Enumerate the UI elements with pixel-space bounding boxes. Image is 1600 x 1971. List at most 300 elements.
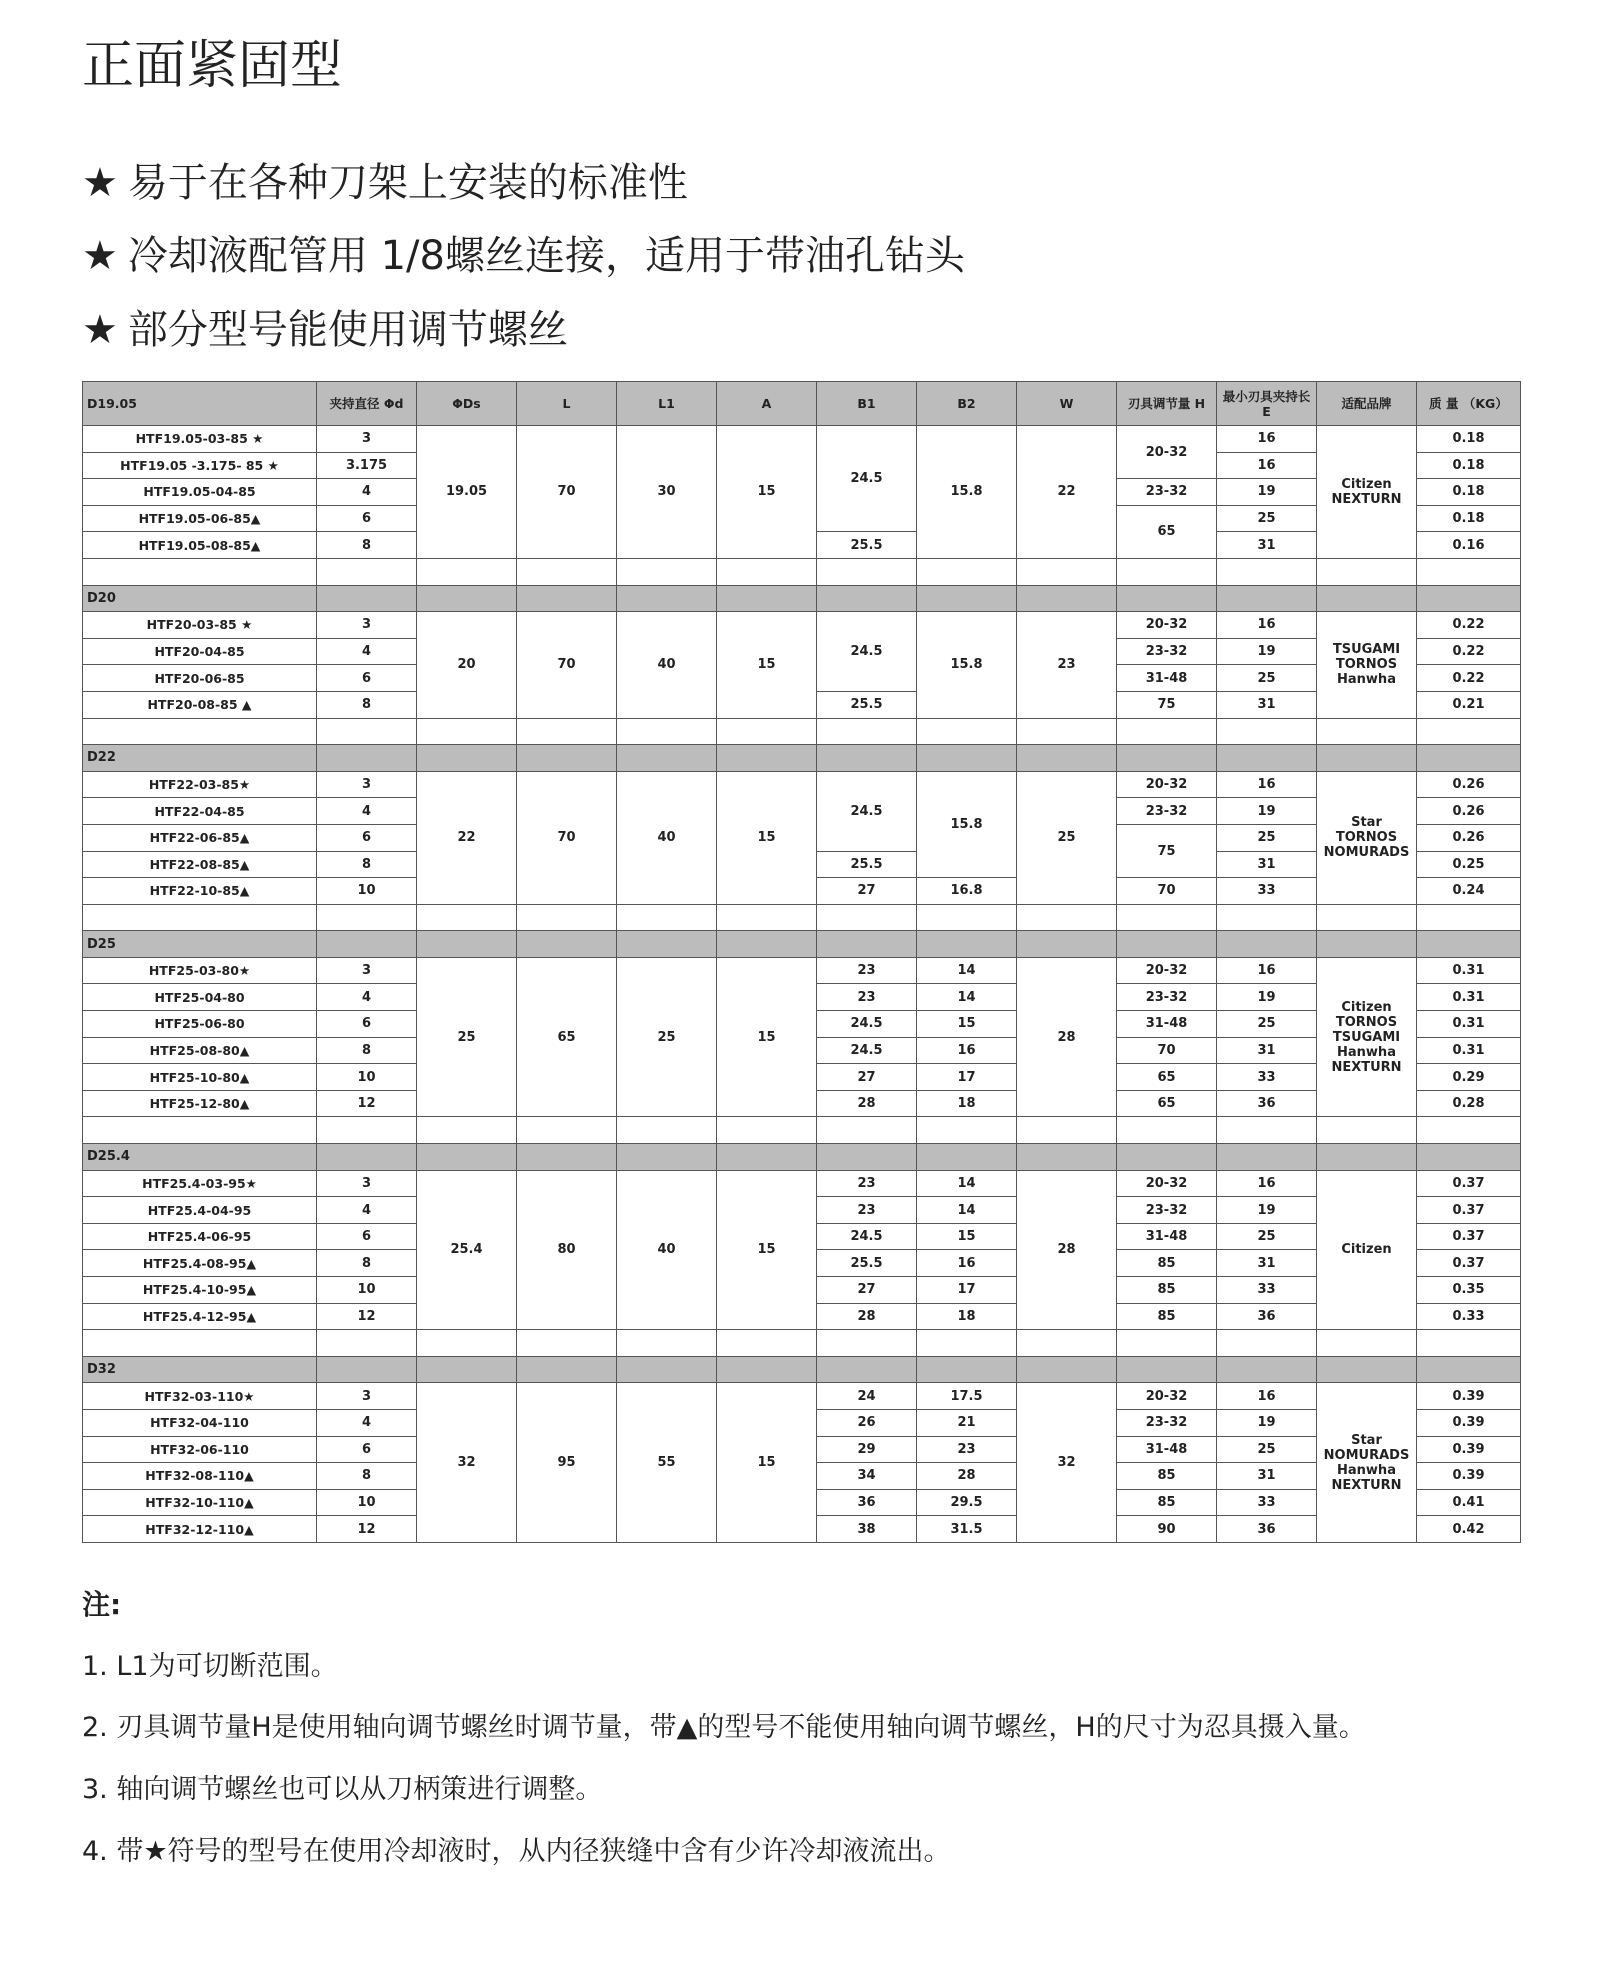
diameter-cell: 3 <box>317 426 417 453</box>
diameter-cell: 4 <box>317 638 417 665</box>
diameter-cell: 8 <box>317 691 417 718</box>
section-header-cell <box>617 745 717 772</box>
spacer-cell <box>1417 718 1521 745</box>
spacer-cell <box>417 718 517 745</box>
h-cell: 70 <box>1117 1037 1217 1064</box>
section-header-cell <box>1117 931 1217 958</box>
section-header-cell <box>1417 1144 1521 1171</box>
note-1: 1. L1为可切断范围。 <box>82 1651 338 1682</box>
spacer-row <box>83 558 1521 585</box>
h-cell: 85 <box>1117 1303 1217 1330</box>
spacer-cell <box>1317 558 1417 585</box>
weight-cell: 0.28 <box>1417 1090 1521 1117</box>
b1-cell: 38 <box>817 1516 917 1543</box>
model-cell: HTF19.05-08-85▲ <box>83 532 317 559</box>
weight-cell: 0.24 <box>1417 878 1521 905</box>
spacer-cell <box>717 904 817 931</box>
section-header-cell <box>917 585 1017 612</box>
b2-cell: 14 <box>917 984 1017 1011</box>
e-cell: 16 <box>1217 1170 1317 1197</box>
star-icon: ★ <box>82 233 118 279</box>
b2-cell: 23 <box>917 1436 1017 1463</box>
column-header: D19.05 <box>83 382 317 426</box>
section-name: D25.4 <box>83 1144 317 1171</box>
diameter-cell: 6 <box>317 1011 417 1038</box>
a-cell: 15 <box>717 426 817 559</box>
section-header-cell <box>1217 1144 1317 1171</box>
spacer-cell <box>717 1330 817 1357</box>
b2-cell: 21 <box>917 1409 1017 1436</box>
e-cell: 16 <box>1217 957 1317 984</box>
section-header-cell <box>517 585 617 612</box>
model-cell: HTF25-08-80▲ <box>83 1037 317 1064</box>
weight-cell: 0.37 <box>1417 1197 1521 1224</box>
section-header-cell <box>317 585 417 612</box>
diameter-cell: 8 <box>317 1463 417 1490</box>
spacer-cell <box>417 1117 517 1144</box>
model-cell: HTF25-10-80▲ <box>83 1064 317 1091</box>
b2-cell: 31.5 <box>917 1516 1017 1543</box>
spec-table <box>82 381 1521 1543</box>
e-cell: 19 <box>1217 1197 1317 1224</box>
spacer-cell <box>617 904 717 931</box>
w-cell: 22 <box>1017 426 1117 559</box>
spacer-cell <box>1217 718 1317 745</box>
spacer-cell <box>1317 718 1417 745</box>
section-header-cell <box>1317 931 1417 958</box>
feature-text: 易于在各种刀架上安装的标准性 <box>127 160 688 206</box>
l1-cell: 30 <box>617 426 717 559</box>
h-cell: 65 <box>1117 505 1217 558</box>
column-header: A <box>717 382 817 426</box>
model-cell: HTF25.4-03-95★ <box>83 1170 317 1197</box>
weight-cell: 0.29 <box>1417 1064 1521 1091</box>
section-header-cell <box>1117 585 1217 612</box>
b2-cell: 18 <box>917 1090 1017 1117</box>
b1-cell: 24.5 <box>817 771 917 851</box>
spacer-row <box>83 904 1521 931</box>
a-cell: 15 <box>717 957 817 1117</box>
ds-cell: 22 <box>417 771 517 904</box>
e-cell: 25 <box>1217 824 1317 851</box>
brand-cell: Citizen NEXTURN <box>1317 426 1417 559</box>
h-cell: 90 <box>1117 1516 1217 1543</box>
spacer-cell <box>1317 1330 1417 1357</box>
weight-cell: 0.37 <box>1417 1250 1521 1277</box>
b1-cell: 24.5 <box>817 612 917 692</box>
section-header-cell <box>517 931 617 958</box>
diameter-cell: 10 <box>317 1277 417 1304</box>
model-cell: HTF32-04-110 <box>83 1409 317 1436</box>
w-cell: 25 <box>1017 771 1117 904</box>
weight-cell: 0.18 <box>1417 426 1521 453</box>
b1-cell: 25.5 <box>817 851 917 878</box>
e-cell: 31 <box>1217 1037 1317 1064</box>
spacer-cell <box>1017 1330 1117 1357</box>
weight-cell: 0.31 <box>1417 1011 1521 1038</box>
model-cell: HTF22-03-85★ <box>83 771 317 798</box>
section-header-cell <box>1417 931 1521 958</box>
spacer-cell <box>1417 1117 1521 1144</box>
spacer-cell <box>817 1330 917 1357</box>
spacer-cell <box>1117 1117 1217 1144</box>
spacer-row <box>83 1117 1521 1144</box>
b1-cell: 25.5 <box>817 691 917 718</box>
diameter-cell: 3 <box>317 771 417 798</box>
diameter-cell: 12 <box>317 1090 417 1117</box>
diameter-cell: 3 <box>317 1170 417 1197</box>
spacer-cell <box>917 904 1017 931</box>
e-cell: 19 <box>1217 479 1317 506</box>
column-header: L1 <box>617 382 717 426</box>
spacer-cell <box>617 1330 717 1357</box>
spacer-cell <box>1417 558 1521 585</box>
b2-cell: 28 <box>917 1463 1017 1490</box>
e-cell: 16 <box>1217 452 1317 479</box>
column-header: B1 <box>817 382 917 426</box>
diameter-cell: 6 <box>317 824 417 851</box>
b2-cell: 18 <box>917 1303 1017 1330</box>
model-cell: HTF19.05-03-85 ★ <box>83 426 317 453</box>
e-cell: 19 <box>1217 984 1317 1011</box>
diameter-cell: 8 <box>317 851 417 878</box>
section-header-cell <box>617 1144 717 1171</box>
a-cell: 15 <box>717 771 817 904</box>
b2-cell: 16 <box>917 1037 1017 1064</box>
spacer-cell <box>1417 1330 1521 1357</box>
weight-cell: 0.21 <box>1417 691 1521 718</box>
l-cell: 70 <box>517 612 617 718</box>
diameter-cell: 8 <box>317 1037 417 1064</box>
b1-cell: 24.5 <box>817 1011 917 1038</box>
e-cell: 31 <box>1217 691 1317 718</box>
page-title: 正面紧固型 <box>82 36 343 96</box>
spacer-cell <box>1017 1117 1117 1144</box>
b2-cell: 29.5 <box>917 1489 1017 1516</box>
section-header-cell <box>817 1356 917 1383</box>
model-cell: HTF32-12-110▲ <box>83 1516 317 1543</box>
section-header-cell <box>817 1144 917 1171</box>
b2-cell: 17 <box>917 1277 1017 1304</box>
diameter-cell: 6 <box>317 505 417 532</box>
e-cell: 16 <box>1217 1383 1317 1410</box>
b1-cell: 27 <box>817 1277 917 1304</box>
h-cell: 20-32 <box>1117 426 1217 479</box>
b2-cell: 17 <box>917 1064 1017 1091</box>
spacer-cell <box>1217 1117 1317 1144</box>
weight-cell: 0.31 <box>1417 1037 1521 1064</box>
weight-cell: 0.39 <box>1417 1409 1521 1436</box>
brand-cell: Citizen <box>1317 1170 1417 1330</box>
model-cell: HTF25.4-06-95 <box>83 1223 317 1250</box>
spacer-cell <box>317 558 417 585</box>
e-cell: 36 <box>1217 1303 1317 1330</box>
b1-cell: 23 <box>817 1197 917 1224</box>
diameter-cell: 6 <box>317 1223 417 1250</box>
section-header-cell <box>1417 745 1521 772</box>
section-header-cell <box>517 1356 617 1383</box>
column-header: 质 量 （KG） <box>1417 382 1521 426</box>
diameter-cell: 4 <box>317 984 417 1011</box>
b2-cell: 15 <box>917 1223 1017 1250</box>
w-cell: 28 <box>1017 1170 1117 1330</box>
section-header-cell <box>1017 745 1117 772</box>
section-header-cell <box>1017 585 1117 612</box>
spacer-cell <box>317 1117 417 1144</box>
spacer-cell <box>317 904 417 931</box>
spacer-cell <box>1117 1330 1217 1357</box>
spacer-cell <box>1217 558 1317 585</box>
weight-cell: 0.22 <box>1417 638 1521 665</box>
e-cell: 16 <box>1217 771 1317 798</box>
weight-cell: 0.26 <box>1417 824 1521 851</box>
b1-cell: 34 <box>817 1463 917 1490</box>
b1-cell: 29 <box>817 1436 917 1463</box>
table-row <box>83 771 1521 798</box>
h-cell: 85 <box>1117 1250 1217 1277</box>
section-header-row <box>83 585 1521 612</box>
h-cell: 65 <box>1117 1064 1217 1091</box>
b1-cell: 24.5 <box>817 426 917 532</box>
l1-cell: 40 <box>617 771 717 904</box>
model-cell: HTF19.05-04-85 <box>83 479 317 506</box>
ds-cell: 25 <box>417 957 517 1117</box>
spacer-cell <box>1117 718 1217 745</box>
table-row <box>83 957 1521 984</box>
section-header-cell <box>517 745 617 772</box>
l-cell: 95 <box>517 1383 617 1543</box>
section-header-cell <box>517 1144 617 1171</box>
weight-cell: 0.25 <box>1417 851 1521 878</box>
weight-cell: 0.16 <box>1417 532 1521 559</box>
e-cell: 16 <box>1217 612 1317 639</box>
section-header-cell <box>817 931 917 958</box>
b2-cell: 15.8 <box>917 771 1017 877</box>
model-cell: HTF20-03-85 ★ <box>83 612 317 639</box>
section-header-cell <box>917 745 1017 772</box>
spacer-cell <box>517 904 617 931</box>
model-cell: HTF20-06-85 <box>83 665 317 692</box>
l-cell: 80 <box>517 1170 617 1330</box>
h-cell: 20-32 <box>1117 612 1217 639</box>
e-cell: 31 <box>1217 851 1317 878</box>
h-cell: 85 <box>1117 1489 1217 1516</box>
section-header-cell <box>417 1356 517 1383</box>
diameter-cell: 4 <box>317 798 417 825</box>
section-header-cell <box>1417 585 1521 612</box>
model-cell: HTF32-10-110▲ <box>83 1489 317 1516</box>
h-cell: 31-48 <box>1117 1436 1217 1463</box>
model-cell: HTF25-03-80★ <box>83 957 317 984</box>
h-cell: 70 <box>1117 878 1217 905</box>
diameter-cell: 12 <box>317 1516 417 1543</box>
section-header-row <box>83 931 1521 958</box>
table-row <box>83 1170 1521 1197</box>
spacer-cell <box>1317 1117 1417 1144</box>
feature-1 <box>82 155 688 211</box>
h-cell: 31-48 <box>1117 1011 1217 1038</box>
spacer-cell <box>617 1117 717 1144</box>
weight-cell: 0.42 <box>1417 1516 1521 1543</box>
e-cell: 19 <box>1217 1409 1317 1436</box>
b1-cell: 24 <box>817 1383 917 1410</box>
weight-cell: 0.22 <box>1417 612 1521 639</box>
brand-cell: Citizen TORNOS TSUGAMI Hanwha NEXTURN <box>1317 957 1417 1117</box>
section-header-cell <box>1117 1144 1217 1171</box>
column-header: ΦDs <box>417 382 517 426</box>
h-cell: 65 <box>1117 1090 1217 1117</box>
b2-cell: 15 <box>917 1011 1017 1038</box>
spacer-cell <box>83 1330 317 1357</box>
w-cell: 28 <box>1017 957 1117 1117</box>
a-cell: 15 <box>717 1170 817 1330</box>
section-header-cell <box>1117 1356 1217 1383</box>
section-header-row <box>83 745 1521 772</box>
l-cell: 70 <box>517 426 617 559</box>
b1-cell: 25.5 <box>817 1250 917 1277</box>
e-cell: 36 <box>1217 1090 1317 1117</box>
weight-cell: 0.39 <box>1417 1463 1521 1490</box>
e-cell: 31 <box>1217 532 1317 559</box>
section-header-cell <box>317 931 417 958</box>
model-cell: HTF22-10-85▲ <box>83 878 317 905</box>
column-header: B2 <box>917 382 1017 426</box>
model-cell: HTF19.05-06-85▲ <box>83 505 317 532</box>
weight-cell: 0.18 <box>1417 505 1521 532</box>
spacer-cell <box>1017 718 1117 745</box>
spacer-row <box>83 718 1521 745</box>
table-row <box>83 612 1521 639</box>
b1-cell: 36 <box>817 1489 917 1516</box>
diameter-cell: 10 <box>317 1489 417 1516</box>
spacer-cell <box>83 558 317 585</box>
section-header-cell <box>1317 1144 1417 1171</box>
spacer-cell <box>717 558 817 585</box>
weight-cell: 0.26 <box>1417 798 1521 825</box>
h-cell: 31-48 <box>1117 1223 1217 1250</box>
spacer-row <box>83 1330 1521 1357</box>
b1-cell: 23 <box>817 984 917 1011</box>
b2-cell: 15.8 <box>917 426 1017 559</box>
b1-cell: 24.5 <box>817 1037 917 1064</box>
model-cell: HTF32-03-110★ <box>83 1383 317 1410</box>
weight-cell: 0.31 <box>1417 984 1521 1011</box>
h-cell: 20-32 <box>1117 771 1217 798</box>
b1-cell: 25.5 <box>817 532 917 559</box>
section-header-cell <box>417 585 517 612</box>
spacer-cell <box>83 1117 317 1144</box>
spacer-cell <box>1317 904 1417 931</box>
b1-cell: 27 <box>817 1064 917 1091</box>
l-cell: 65 <box>517 957 617 1117</box>
model-cell: HTF22-04-85 <box>83 798 317 825</box>
b2-cell: 16.8 <box>917 878 1017 905</box>
section-header-cell <box>1217 585 1317 612</box>
e-cell: 25 <box>1217 1436 1317 1463</box>
spacer-cell <box>917 718 1017 745</box>
feature-2 <box>82 228 965 284</box>
h-cell: 23-32 <box>1117 1409 1217 1436</box>
diameter-cell: 10 <box>317 1064 417 1091</box>
model-cell: HTF25-06-80 <box>83 1011 317 1038</box>
weight-cell: 0.22 <box>1417 665 1521 692</box>
l1-cell: 40 <box>617 612 717 718</box>
ds-cell: 25.4 <box>417 1170 517 1330</box>
diameter-cell: 6 <box>317 1436 417 1463</box>
section-header-cell <box>817 585 917 612</box>
weight-cell: 0.37 <box>1417 1170 1521 1197</box>
e-cell: 25 <box>1217 505 1317 532</box>
table-row <box>83 1383 1521 1410</box>
h-cell: 31-48 <box>1117 665 1217 692</box>
section-header-cell <box>717 1144 817 1171</box>
spacer-cell <box>317 718 417 745</box>
l-cell: 70 <box>517 771 617 904</box>
spacer-cell <box>817 718 917 745</box>
b1-cell: 23 <box>817 957 917 984</box>
b1-cell: 26 <box>817 1409 917 1436</box>
weight-cell: 0.33 <box>1417 1303 1521 1330</box>
spacer-cell <box>1217 1330 1317 1357</box>
note-3: 3. 轴向调节螺丝也可以从刀柄策进行调整。 <box>82 1774 603 1805</box>
section-header-cell <box>717 931 817 958</box>
diameter-cell: 12 <box>317 1303 417 1330</box>
weight-cell: 0.18 <box>1417 479 1521 506</box>
b1-cell: 28 <box>817 1090 917 1117</box>
h-cell: 23-32 <box>1117 479 1217 506</box>
spacer-cell <box>1217 904 1317 931</box>
spacer-cell <box>917 1330 1017 1357</box>
model-cell: HTF22-08-85▲ <box>83 851 317 878</box>
weight-cell: 0.37 <box>1417 1223 1521 1250</box>
model-cell: HTF20-08-85 ▲ <box>83 691 317 718</box>
b2-cell: 16 <box>917 1250 1017 1277</box>
spacer-cell <box>917 558 1017 585</box>
h-cell: 75 <box>1117 691 1217 718</box>
spacer-cell <box>1117 904 1217 931</box>
e-cell: 31 <box>1217 1463 1317 1490</box>
model-cell: HTF25.4-04-95 <box>83 1197 317 1224</box>
model-cell: HTF22-06-85▲ <box>83 824 317 851</box>
diameter-cell: 3 <box>317 1383 417 1410</box>
section-name: D32 <box>83 1356 317 1383</box>
weight-cell: 0.26 <box>1417 771 1521 798</box>
diameter-cell: 3.175 <box>317 452 417 479</box>
column-header: 最小刃具夹持长 E <box>1217 382 1317 426</box>
spacer-cell <box>1017 904 1117 931</box>
section-header-cell <box>717 1356 817 1383</box>
spacer-cell <box>517 718 617 745</box>
spacer-cell <box>1117 558 1217 585</box>
section-header-cell <box>717 585 817 612</box>
b2-cell: 17.5 <box>917 1383 1017 1410</box>
section-header-cell <box>1017 1356 1117 1383</box>
diameter-cell: 8 <box>317 532 417 559</box>
section-header-cell <box>1317 585 1417 612</box>
b1-cell: 23 <box>817 1170 917 1197</box>
spacer-cell <box>83 718 317 745</box>
model-cell: HTF25.4-10-95▲ <box>83 1277 317 1304</box>
column-header: 适配品牌 <box>1317 382 1417 426</box>
brand-cell: Star TORNOS NOMURADS <box>1317 771 1417 904</box>
feature-3 <box>82 302 568 358</box>
section-header-cell <box>917 1144 1017 1171</box>
weight-cell: 0.41 <box>1417 1489 1521 1516</box>
e-cell: 36 <box>1217 1516 1317 1543</box>
section-header-cell <box>1417 1356 1521 1383</box>
model-cell: HTF25.4-08-95▲ <box>83 1250 317 1277</box>
section-header-row <box>83 1144 1521 1171</box>
